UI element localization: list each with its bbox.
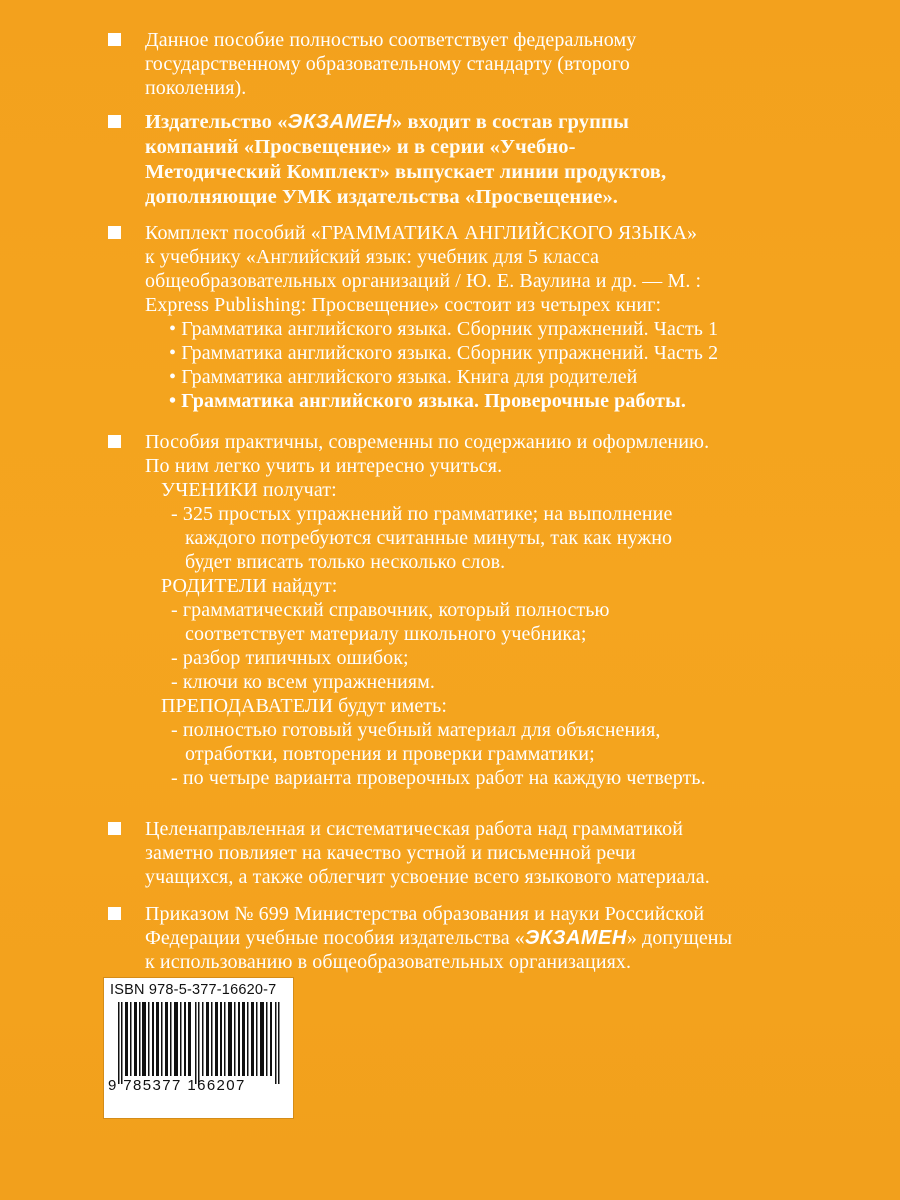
text-line: учащихся, а также облегчит усвоение всего языкового материала. [145,866,710,888]
bullet-square [108,115,121,128]
text-line: заметно повлияет на качество устной и письменной речи [145,842,636,864]
text-line: компаний «Просвещение» и в серии «Учебно- [145,136,576,158]
teachers-item: отработки, повторения и проверки грамматики; [185,743,595,765]
text-line: дополняющие УМК издательства «Просвещение». [145,186,619,208]
text-line: Методический Комплект» выпускает линии продуктов, [145,161,667,183]
text-fragment: Издательство « [145,111,288,133]
text-line: Приказом № 699 Министерства образования и науки Российской [145,903,705,925]
text-line: Пособия практичны, современны по содержанию и оформлению. [145,431,710,453]
book-list-item: • Грамматика английского языка. Книга для родителей [169,366,638,388]
text-line [145,109,845,135]
text-line: к учебнику «Английский язык: учебник для 5 класса [145,246,600,268]
text-line: Комплект пособий «ГРАММАТИКА АНГЛИЙСКОГО ЯЗЫКА» [145,222,698,244]
book-list-item-current: • Грамматика английского языка. Проверочные работы. [169,390,686,412]
parents-item: - разбор типичных ошибок; [171,647,409,669]
teachers-item: - полностью готовый учебный материал для объяснения, [171,719,661,741]
text-line [145,926,845,950]
paragraph-approval [145,902,845,974]
text-line: государственному образовательному стандарту (второго [145,53,630,75]
paragraph-fgos [145,28,845,100]
text-fragment: » допущены [626,927,733,949]
students-item: каждого потребуются считанные минуты, так как нужно [185,527,673,549]
barcode-label [103,977,294,1119]
text-fragment: » входит в состав группы [391,111,630,133]
students-item: - 325 простых упражнений по грамматике; на выполнение [171,503,673,525]
students-heading: УЧЕНИКИ получат: [161,479,337,501]
text-line: Данное пособие полностью соответствует федеральному [145,29,637,51]
parents-item: - ключи ко всем упражнениям. [171,671,436,693]
text-line: к использованию в общеобразовательных организациях. [145,951,632,973]
bullet-square [108,226,121,239]
bullet-square [108,435,121,448]
parents-item: - грамматический справочник, который полностью [171,599,610,621]
text-line: Express Publishing: Просвещение» состоит из четырех книг: [145,294,662,316]
bullet-square [108,907,121,920]
paragraph-benefits [145,430,845,790]
text-line: По ним легко учить и интересно учиться. [145,455,503,477]
bullet-square [108,822,121,835]
bullet-square [108,33,121,46]
parents-item: соответствует материалу школьного учебника; [185,623,587,645]
publisher-brand: ЭКЗАМЕН [287,110,392,133]
teachers-heading: ПРЕПОДАВАТЕЛИ будут иметь: [161,695,448,717]
students-item: будет вписать только несколько слов. [185,551,506,573]
parents-heading: РОДИТЕЛИ найдут: [161,575,338,597]
paragraph-kit [145,221,845,413]
text-line: Целенаправленная и систематическая работа над грамматикой [145,818,684,840]
book-list-item: • Грамматика английского языка. Сборник упражнений. Часть 1 [169,318,719,340]
teachers-item: - по четыре варианта проверочных работ на каждую четверть. [171,767,706,789]
book-list-item: • Грамматика английского языка. Сборник упражнений. Часть 2 [169,342,719,364]
paragraph-publisher [145,109,845,210]
text-line: поколения). [145,77,247,99]
text-fragment: Федерации учебные пособия издательства « [145,927,525,949]
text-line: общеобразовательных организаций / Ю. Е. Ваулина и др. — М. : [145,270,702,292]
publisher-brand: ЭКЗАМЕН [524,927,627,949]
paragraph-grammar-work [145,817,845,889]
barcode-digits: 9 785377 166207 [108,1077,246,1094]
isbn-number: ISBN 978-5-377-16620-7 [110,982,277,998]
